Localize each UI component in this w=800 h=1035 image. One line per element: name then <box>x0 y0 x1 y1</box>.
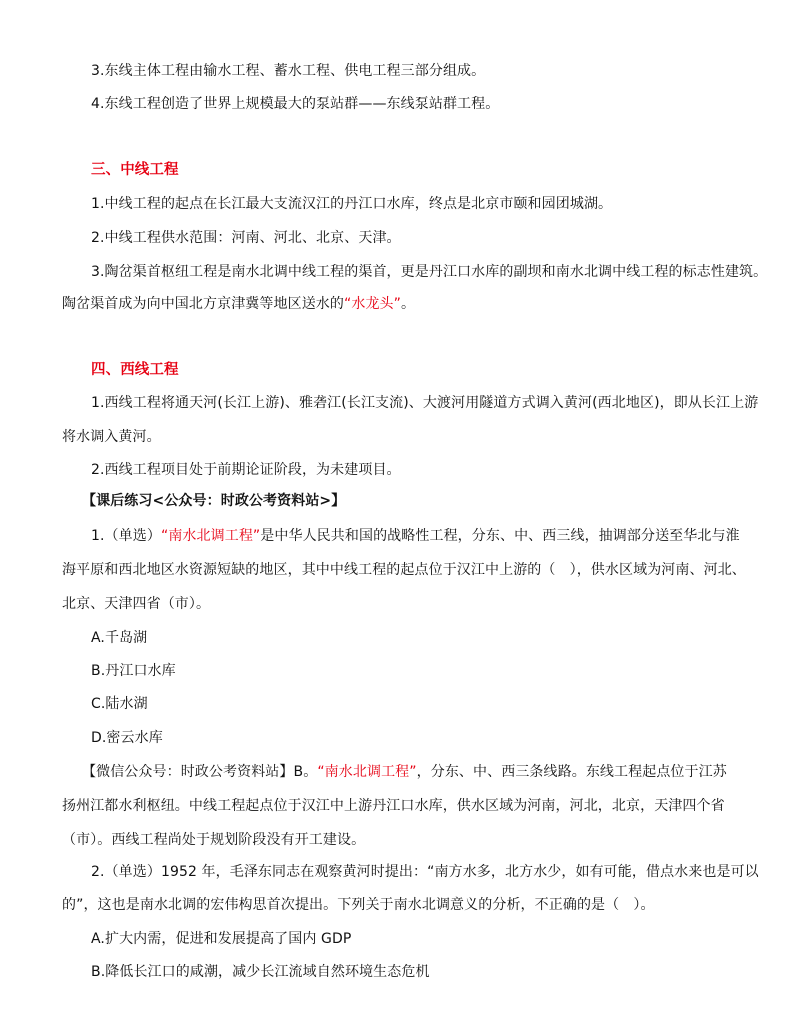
highlight-tap-term: “水龙头” <box>344 296 402 312</box>
text-segment: 陶岔渠首成为向中国北方京津冀等地区送水的 <box>62 296 344 312</box>
question-2-line-2: 的”，这也是南水北调的宏伟构思首次提出。下列关于南水北调意义的分析，不正确的是（ ）。 <box>62 897 655 913</box>
west-line-item-1-continued: 将水调入黄河。 <box>62 429 161 445</box>
question-1-option-c: C.陆水湖 <box>91 696 148 712</box>
highlight-project-name: “南水北调工程” <box>317 764 417 780</box>
question-2-line-1: 2.（单选）1952 年，毛泽东同志在观察黄河时提出：“南方水多，北方水少，如有可能，借点水来也是可以 <box>91 864 759 880</box>
question-2-option-b: B.降低长江口的咸潮，减少长江流域自然环境生态危机 <box>91 964 430 980</box>
answer-1-line-2: 扬州江都水利枢纽。中线工程起点位于汉江中上游丹江口水库，供水区域为河南，河北，北京，天津四个省 <box>62 798 725 814</box>
answer-1-line-1 <box>82 762 727 782</box>
question-1-option-d: D.密云水库 <box>91 730 163 746</box>
east-line-item-3: 3.东线主体工程由输水工程、蓄水工程、供电工程三部分组成。 <box>91 63 486 79</box>
exercise-title: 【课后练习<公众号：时政公考资料站>】 <box>82 493 346 509</box>
section-heading-middle-line: 三、中线工程 <box>91 162 179 178</box>
question-1-line-1 <box>91 526 740 546</box>
question-2-option-a: A.扩大内需，促进和发展提高了国内 GDP <box>91 931 352 947</box>
question-1-line-2: 海平原和西北地区水资源短缺的地区，其中中线工程的起点位于汉江中上游的（ ），供水区域为河南、河北、 <box>62 562 746 578</box>
west-line-item-1: 1.西线工程将通天河(长江上游)、雅砻江(长江支流)、大渡河用隧道方式调入黄河(西北地区)，即从长江上游 <box>91 395 759 411</box>
west-line-item-2: 2.西线工程项目处于前期论证阶段，为未建项目。 <box>91 462 401 478</box>
middle-line-item-3: 3.陶岔渠首枢纽工程是南水北调中线工程的渠首，更是丹江口水库的副坝和南水北调中线工程的标志性建筑。 <box>91 264 768 280</box>
highlight-project-name: “南水北调工程” <box>160 528 261 544</box>
middle-line-item-2: 2.中线工程供水范围：河南、河北、北京、天津。 <box>91 230 401 246</box>
question-1-option-a: A.千岛湖 <box>91 630 148 646</box>
text-segment: 1.（单选） <box>91 528 161 544</box>
middle-line-item-1: 1.中线工程的起点在长江最大支流汉江的丹江口水库，终点是北京市颐和园团城湖。 <box>91 196 613 212</box>
east-line-item-4: 4.东线工程创造了世界上规模最大的泵站群——东线泵站群工程。 <box>91 96 500 112</box>
section-heading-west-line: 四、西线工程 <box>91 362 179 378</box>
text-segment: 【微信公众号：时政公考资料站】B。 <box>82 764 318 780</box>
middle-line-item-3-continued <box>62 294 415 314</box>
text-segment: ，分东、中、西三条线路。东线工程起点位于江苏 <box>416 764 727 780</box>
question-1-option-b: B.丹江口水库 <box>91 663 176 679</box>
question-1-line-3: 北京、天津四省（市）。 <box>62 596 211 612</box>
text-segment: 。 <box>401 296 416 312</box>
text-segment: 是中华人民共和国的战略性工程，分东、中、西三线，抽调部分送至华北与淮 <box>260 528 740 544</box>
answer-1-line-3: （市）。西线工程尚处于规划阶段没有开工建设。 <box>62 832 366 848</box>
